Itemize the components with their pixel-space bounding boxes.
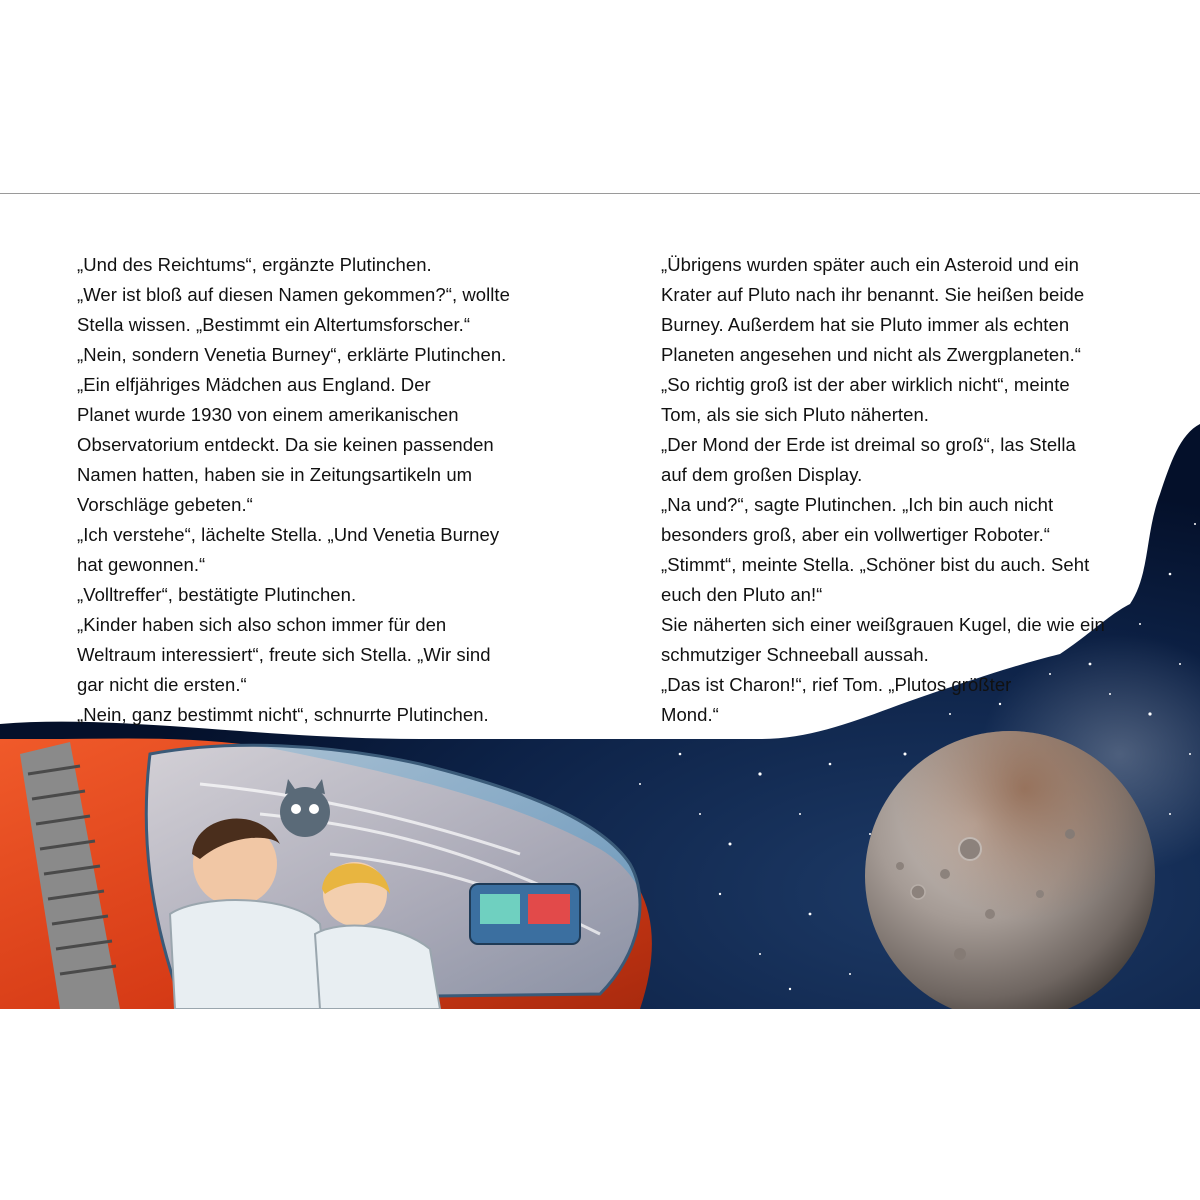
text-line: Observatorium entdeckt. Da sie keinen passenden: [77, 434, 494, 455]
text-line: Planeten angesehen und nicht als Zwergplaneten.“: [661, 344, 1081, 365]
text-line: besonders groß, aber ein vollwertiger Roboter.“: [661, 524, 1050, 545]
text-line: „Kinder haben sich also schon immer für den: [77, 614, 447, 635]
text-line: Tom, als sie sich Pluto näherten.: [661, 404, 929, 425]
text-line: Vorschläge gebeten.“: [77, 494, 253, 515]
text-line: Stella wissen. „Bestimmt ein Altertumsforscher.“: [77, 314, 471, 335]
text-column-left: [77, 250, 577, 730]
text-line: euch den Pluto an!“: [661, 584, 823, 605]
text-line: „Volltreffer“, bestätigte Plutinchen.: [77, 584, 357, 605]
charon-moon: [865, 731, 1155, 1009]
text-line: „Nein, sondern Venetia Burney“, erklärte Plutinchen.: [77, 344, 507, 365]
text-line: hat gewonnen.“: [77, 554, 206, 575]
text-line: „Übrigens wurden später auch ein Asteroid und ein: [661, 254, 1079, 275]
text-line: „So richtig groß ist der aber wirklich nicht“, meinte: [661, 374, 1070, 395]
book-spread: [0, 193, 1200, 1009]
text-line: „Wer ist bloß auf diesen Namen gekommen?“, wollte: [77, 284, 510, 305]
text-line: „Ein elfjähriges Mädchen aus England. Der: [77, 374, 431, 395]
text-line: auf dem großen Display.: [661, 464, 863, 485]
text-column-right: [661, 250, 1161, 730]
text-line: „Stimmt“, meinte Stella. „Schöner bist du auch. Seht: [661, 554, 1090, 575]
text-line: Planet wurde 1930 von einem amerikanischen: [77, 404, 459, 425]
text-line: „Das ist Charon!“, rief Tom. „Plutos größter: [661, 674, 1012, 695]
text-line: Sie näherten sich einer weißgrauen Kugel, die wie ein: [661, 614, 1105, 635]
text-line: Krater auf Pluto nach ihr benannt. Sie heißen beide: [661, 284, 1085, 305]
text-line: Burney. Außerdem hat sie Pluto immer als echten: [661, 314, 1070, 335]
text-line: „Der Mond der Erde ist dreimal so groß“, las Stella: [661, 434, 1076, 455]
text-line: Weltraum interessiert“, freute sich Stella. „Wir sind: [77, 644, 491, 665]
text-line: „Na und?“, sagte Plutinchen. „Ich bin auch nicht: [661, 494, 1054, 515]
text-line: „Ich verstehe“, lächelte Stella. „Und Venetia Burney: [77, 524, 500, 545]
text-line: schmutziger Schneeball aussah.: [661, 644, 929, 665]
text-line: Mond.“: [661, 704, 719, 725]
text-line: „Nein, ganz bestimmt nicht“, schnurrte Plutinchen.: [77, 704, 489, 725]
text-line: „Und des Reichtums“, ergänzte Plutinchen.: [77, 254, 432, 275]
text-line: gar nicht die ersten.“: [77, 674, 247, 695]
text-line: Namen hatten, haben sie in Zeitungsartikeln um: [77, 464, 473, 485]
